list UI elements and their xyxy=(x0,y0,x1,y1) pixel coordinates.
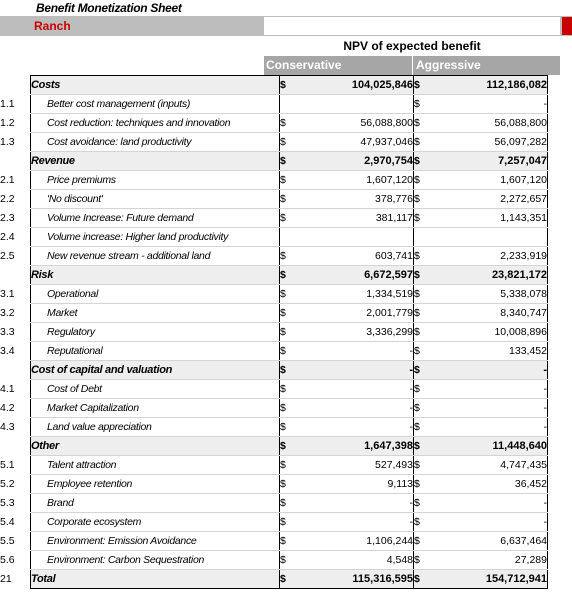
conservative-value[interactable]: 2,970,754 xyxy=(298,152,414,171)
conservative-value[interactable]: - xyxy=(298,513,414,532)
red-marker xyxy=(562,17,572,35)
table-row xyxy=(0,228,548,247)
conservative-currency[interactable]: $ xyxy=(280,532,299,551)
aggressive-value[interactable]: 5,338,078 xyxy=(432,285,548,304)
conservative-value[interactable]: 603,741 xyxy=(298,247,414,266)
aggressive-value[interactable]: 23,821,172 xyxy=(432,266,548,285)
aggressive-currency[interactable]: $ xyxy=(414,551,433,570)
aggressive-value[interactable]: 1,143,351 xyxy=(432,209,548,228)
conservative-value[interactable]: 47,937,046 xyxy=(298,133,414,152)
col-conservative[interactable]: Conservative xyxy=(266,58,342,72)
conservative-value[interactable]: 104,025,846 xyxy=(298,76,414,95)
row-number: 1.3 xyxy=(0,136,15,148)
conservative-currency[interactable]: $ xyxy=(280,380,299,399)
row-label[interactable]: Market xyxy=(31,304,280,323)
npv-header: NPV of expected benefit xyxy=(343,39,481,53)
row-label[interactable]: Environment: Carbon Sequestration xyxy=(31,551,280,570)
conservative-currency[interactable]: $ xyxy=(280,323,299,342)
conservative-currency[interactable]: $ xyxy=(280,551,299,570)
aggressive-currency[interactable]: $ xyxy=(414,361,433,380)
conservative-currency[interactable]: $ xyxy=(280,437,299,456)
row-number: 1.2 xyxy=(0,117,15,129)
row-number xyxy=(0,152,31,171)
row-number: 2.4 xyxy=(0,231,15,243)
aggressive-currency[interactable]: $ xyxy=(414,513,433,532)
conservative-currency[interactable]: $ xyxy=(280,475,299,494)
table-row xyxy=(0,380,548,399)
aggressive-value[interactable]: - xyxy=(432,494,548,513)
aggressive-value[interactable]: - xyxy=(432,361,548,380)
conservative-value[interactable]: 1,106,244 xyxy=(298,532,414,551)
aggressive-value[interactable]: - xyxy=(432,380,548,399)
aggressive-currency[interactable]: $ xyxy=(414,114,433,133)
row-number xyxy=(0,266,31,285)
row-number xyxy=(0,76,31,95)
row-number: 4.1 xyxy=(0,383,15,395)
aggressive-currency[interactable]: $ xyxy=(414,532,433,551)
aggressive-currency[interactable]: $ xyxy=(414,437,433,456)
aggressive-currency[interactable]: $ xyxy=(414,475,433,494)
aggressive-value[interactable]: 36,452 xyxy=(432,475,548,494)
row-number: 2.2 xyxy=(0,193,15,205)
table-row xyxy=(0,171,548,190)
conservative-currency[interactable]: $ xyxy=(280,570,299,589)
row-label[interactable]: Other xyxy=(31,437,280,456)
row-number: 2.5 xyxy=(0,250,15,262)
conservative-value[interactable]: 1,647,398 xyxy=(298,437,414,456)
table-row xyxy=(0,190,548,209)
conservative-value[interactable]: - xyxy=(298,494,414,513)
aggressive-currency[interactable]: $ xyxy=(414,323,433,342)
table-row xyxy=(0,551,548,570)
table-row xyxy=(0,418,548,437)
conservative-value[interactable]: 3,336,299 xyxy=(298,323,414,342)
conservative-currency[interactable]: $ xyxy=(280,285,299,304)
row-label[interactable]: New revenue stream - additional land xyxy=(31,247,280,266)
row-label[interactable]: Employee retention xyxy=(31,475,280,494)
aggressive-currency[interactable]: $ xyxy=(414,342,433,361)
conservative-value[interactable]: 56,088,800 xyxy=(298,114,414,133)
aggressive-value[interactable]: 11,448,640 xyxy=(432,437,548,456)
aggressive-currency[interactable]: $ xyxy=(414,171,433,190)
aggressive-currency[interactable]: $ xyxy=(414,133,433,152)
aggressive-value[interactable]: 56,088,800 xyxy=(432,114,548,133)
col-divider xyxy=(412,56,413,75)
row-label[interactable]: Market Capitalization xyxy=(31,399,280,418)
section-row xyxy=(0,361,548,380)
row-label[interactable]: Volume Increase: Future demand xyxy=(31,209,280,228)
aggressive-value[interactable]: 27,289 xyxy=(432,551,548,570)
row-label[interactable]: Cost avoidance: land productivity xyxy=(31,133,280,152)
aggressive-value[interactable]: 133,452 xyxy=(432,342,548,361)
col-aggressive[interactable]: Aggressive xyxy=(416,58,481,72)
conservative-currency[interactable]: $ xyxy=(280,304,299,323)
aggressive-currency[interactable] xyxy=(414,228,433,247)
table-row xyxy=(0,285,548,304)
sheet-title: Benefit Monetization Sheet xyxy=(36,1,182,15)
row-number: 3.3 xyxy=(0,326,15,338)
row-label[interactable]: Land value appreciation xyxy=(31,418,280,437)
conservative-value[interactable] xyxy=(298,95,414,114)
row-number: 4.2 xyxy=(0,402,15,414)
row-number: 4.3 xyxy=(0,421,15,433)
conservative-value[interactable]: 2,001,779 xyxy=(298,304,414,323)
table-row xyxy=(0,475,548,494)
table-row xyxy=(0,323,548,342)
row-number: 3.1 xyxy=(0,288,15,300)
conservative-value[interactable]: 527,493 xyxy=(298,456,414,475)
conservative-currency[interactable]: $ xyxy=(280,399,299,418)
conservative-value[interactable]: - xyxy=(298,399,414,418)
section-row xyxy=(0,152,548,171)
aggressive-currency[interactable]: $ xyxy=(414,76,433,95)
table-row xyxy=(0,304,548,323)
aggressive-value[interactable]: 56,097,282 xyxy=(432,133,548,152)
conservative-value[interactable]: 381,117 xyxy=(298,209,414,228)
conservative-value[interactable]: 4,548 xyxy=(298,551,414,570)
section-row xyxy=(0,76,548,95)
aggressive-currency[interactable]: $ xyxy=(414,494,433,513)
aggressive-currency[interactable]: $ xyxy=(414,380,433,399)
conservative-currency[interactable]: $ xyxy=(280,266,299,285)
aggressive-currency[interactable]: $ xyxy=(414,190,433,209)
row-number: 21 xyxy=(0,573,12,585)
section-row xyxy=(0,437,548,456)
conservative-value[interactable]: - xyxy=(298,380,414,399)
table-row xyxy=(0,494,548,513)
aggressive-value[interactable]: 10,008,896 xyxy=(432,323,548,342)
aggressive-currency[interactable]: $ xyxy=(414,266,433,285)
table-row xyxy=(0,95,548,114)
row-number: 1.1 xyxy=(0,98,15,110)
row-number: 5.3 xyxy=(0,497,15,509)
table-row xyxy=(0,247,548,266)
conservative-value[interactable]: - xyxy=(298,342,414,361)
conservative-value[interactable]: 1,607,120 xyxy=(298,171,414,190)
row-label[interactable]: Revenue xyxy=(31,152,280,171)
conservative-currency[interactable]: $ xyxy=(280,361,299,380)
aggressive-value[interactable]: 7,257,047 xyxy=(432,152,548,171)
conservative-currency[interactable] xyxy=(280,228,299,247)
aggressive-value[interactable]: 154,712,941 xyxy=(432,570,548,589)
conservative-value[interactable]: 378,776 xyxy=(298,190,414,209)
conservative-value[interactable]: 1,334,519 xyxy=(298,285,414,304)
row-number xyxy=(0,437,31,456)
aggressive-currency[interactable]: $ xyxy=(414,285,433,304)
row-label[interactable]: Volume increase: Higher land productivity xyxy=(31,228,280,247)
row-number: 3.4 xyxy=(0,345,15,357)
row-label[interactable]: Cost of Debt xyxy=(31,380,280,399)
aggressive-currency[interactable]: $ xyxy=(414,209,433,228)
row-number: 2.3 xyxy=(0,212,15,224)
row-label[interactable]: Cost of capital and valuation xyxy=(31,361,280,380)
aggressive-value[interactable]: 2,233,919 xyxy=(432,247,548,266)
row-label[interactable]: Risk xyxy=(31,266,280,285)
conservative-currency[interactable]: $ xyxy=(280,76,299,95)
conservative-currency[interactable]: $ xyxy=(280,171,299,190)
table-row xyxy=(0,399,548,418)
aggressive-currency[interactable]: $ xyxy=(414,95,433,114)
section-row xyxy=(0,266,548,285)
aggressive-value[interactable]: - xyxy=(432,513,548,532)
table-row xyxy=(0,532,548,551)
conservative-value[interactable] xyxy=(298,228,414,247)
aggressive-currency[interactable]: $ xyxy=(414,399,433,418)
row-number: 5.2 xyxy=(0,478,15,490)
conservative-currency[interactable]: $ xyxy=(280,152,299,171)
conservative-currency[interactable]: $ xyxy=(280,513,299,532)
aggressive-value[interactable]: 112,186,082 xyxy=(432,76,548,95)
conservative-value[interactable]: 9,113 xyxy=(298,475,414,494)
row-label[interactable]: Brand xyxy=(31,494,280,513)
row-label[interactable]: Costs xyxy=(31,76,280,95)
row-label[interactable]: Better cost management (inputs) xyxy=(31,95,280,114)
row-label[interactable]: Operational xyxy=(31,285,280,304)
aggressive-value[interactable]: 2,272,657 xyxy=(432,190,548,209)
conservative-value[interactable]: 6,672,597 xyxy=(298,266,414,285)
column-headers xyxy=(264,56,560,75)
header-blank-cell[interactable] xyxy=(264,17,560,35)
aggressive-currency[interactable]: $ xyxy=(414,570,433,589)
conservative-currency[interactable]: $ xyxy=(280,190,299,209)
row-label[interactable]: Reputational xyxy=(31,342,280,361)
aggressive-value[interactable]: 4,747,435 xyxy=(432,456,548,475)
conservative-currency[interactable]: $ xyxy=(280,418,299,437)
row-label[interactable]: Corporate ecosystem xyxy=(31,513,280,532)
total-row xyxy=(0,570,548,589)
row-label[interactable]: Talent attraction xyxy=(31,456,280,475)
conservative-currency[interactable]: $ xyxy=(280,247,299,266)
aggressive-currency[interactable]: $ xyxy=(414,456,433,475)
aggressive-value[interactable]: 8,340,747 xyxy=(432,304,548,323)
conservative-currency[interactable] xyxy=(280,95,299,114)
ranch-bar xyxy=(0,16,572,36)
table-row xyxy=(0,456,548,475)
conservative-value[interactable]: - xyxy=(298,418,414,437)
conservative-currency[interactable]: $ xyxy=(280,209,299,228)
row-number: 5.4 xyxy=(0,516,15,528)
conservative-value[interactable]: 115,316,595 xyxy=(298,570,414,589)
row-number: 2.1 xyxy=(0,174,15,186)
aggressive-value[interactable] xyxy=(432,228,548,247)
aggressive-currency[interactable]: $ xyxy=(414,418,433,437)
aggressive-value[interactable]: - xyxy=(432,399,548,418)
row-label[interactable]: Cost reduction: techniques and innovation xyxy=(31,114,280,133)
row-number xyxy=(0,361,31,380)
conservative-currency[interactable]: $ xyxy=(280,133,299,152)
conservative-value[interactable]: - xyxy=(298,361,414,380)
aggressive-value[interactable]: 6,637,464 xyxy=(432,532,548,551)
table-row xyxy=(0,133,548,152)
conservative-currency[interactable]: $ xyxy=(280,342,299,361)
row-label[interactable]: Total xyxy=(31,570,280,589)
row-label[interactable]: Price premiums xyxy=(31,171,280,190)
aggressive-value[interactable]: 1,607,120 xyxy=(432,171,548,190)
aggressive-value[interactable]: - xyxy=(432,418,548,437)
table-row xyxy=(0,114,548,133)
row-number: 5.6 xyxy=(0,554,15,566)
row-label[interactable]: 'No discount' xyxy=(31,190,280,209)
aggressive-value[interactable]: - xyxy=(432,95,548,114)
conservative-currency[interactable]: $ xyxy=(280,494,299,513)
row-label[interactable]: Environment: Emission Avoidance xyxy=(31,532,280,551)
benefit-table xyxy=(0,75,548,589)
aggressive-currency[interactable]: $ xyxy=(414,304,433,323)
table-row xyxy=(0,342,548,361)
conservative-currency[interactable]: $ xyxy=(280,114,299,133)
row-number: 3.2 xyxy=(0,307,15,319)
ranch-label: Ranch xyxy=(34,19,71,33)
aggressive-currency[interactable]: $ xyxy=(414,247,433,266)
row-label[interactable]: Regulatory xyxy=(31,323,280,342)
conservative-currency[interactable]: $ xyxy=(280,456,299,475)
table-row xyxy=(0,209,548,228)
row-number: 5.5 xyxy=(0,535,15,547)
table-row xyxy=(0,513,548,532)
row-number: 5.1 xyxy=(0,459,15,471)
aggressive-currency[interactable]: $ xyxy=(414,152,433,171)
